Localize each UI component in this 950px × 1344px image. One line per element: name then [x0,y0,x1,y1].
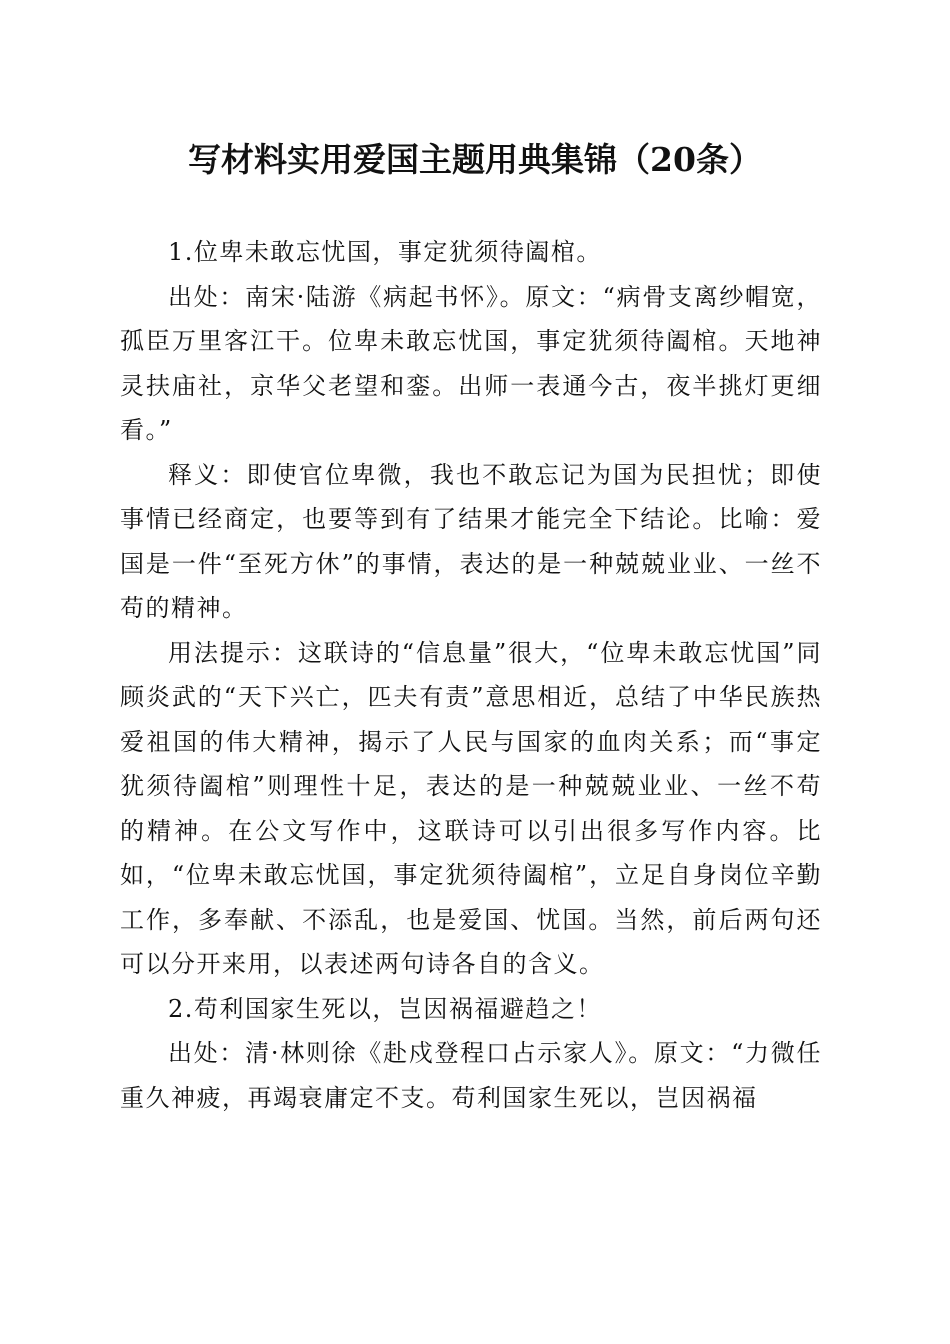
document-body [120,230,822,1120]
item-2-heading: 2.苟利国家生死以，岂因祸福避趋之！ [168,994,602,1023]
item-1-explanation: 释义：即使官位卑微，我也不敢忘记为国为民担忧；即使事情已经商定，也要等到有了结果才能完全下结论。比喻：爱国是一件“至死方休”的事情，表达的是一种兢兢业业、一丝不苟的精神。 [120,460,822,622]
item-1-heading: 1.位卑未敢忘忧国，事定犹须待阖棺。 [168,238,602,266]
document-title: 写材料实用爱国主题用典集锦（20条） [188,140,762,179]
item-1-source: 出处：南宋·陆游《病起书怀》。原文：“病骨支离纱帽宽，孤臣万里客江干。位卑未敢忘忧国，事定犹须待阖棺。天地神灵扶庙社，京华父老望和銮。出师一表通今古，夜半挑灯更细看。” [120,282,822,444]
item-2-source: 出处：清·林则徐《赴戍登程口占示家人》。原文：“力微任重久神疲，再竭衰庸定不支。苟利国家生死以，岂因祸福 [120,1039,822,1112]
item-1-usage-tip: 用法提示：这联诗的“信息量”很大，“位卑未敢忘忧国”同顾炎武的“天下兴亡，匹夫有责”意思相近，总结了中华民族热爱祖国的伟大精神，揭示了人民与国家的血肉关系；而“事定犹须待阖棺”则理性十足，表达的是一种兢兢业业、一丝不苟的精神。在公文写作中，这联诗可以引出很多写作内容。比如，“位卑未敢忘忧国，事定犹须待阖棺”，立足自身岗位辛勤工作，多奉献、不添乱，也是爱国、忧国。当然，前后两句还可以分开来用，以表述两句诗各自的含义。 [120,638,822,978]
